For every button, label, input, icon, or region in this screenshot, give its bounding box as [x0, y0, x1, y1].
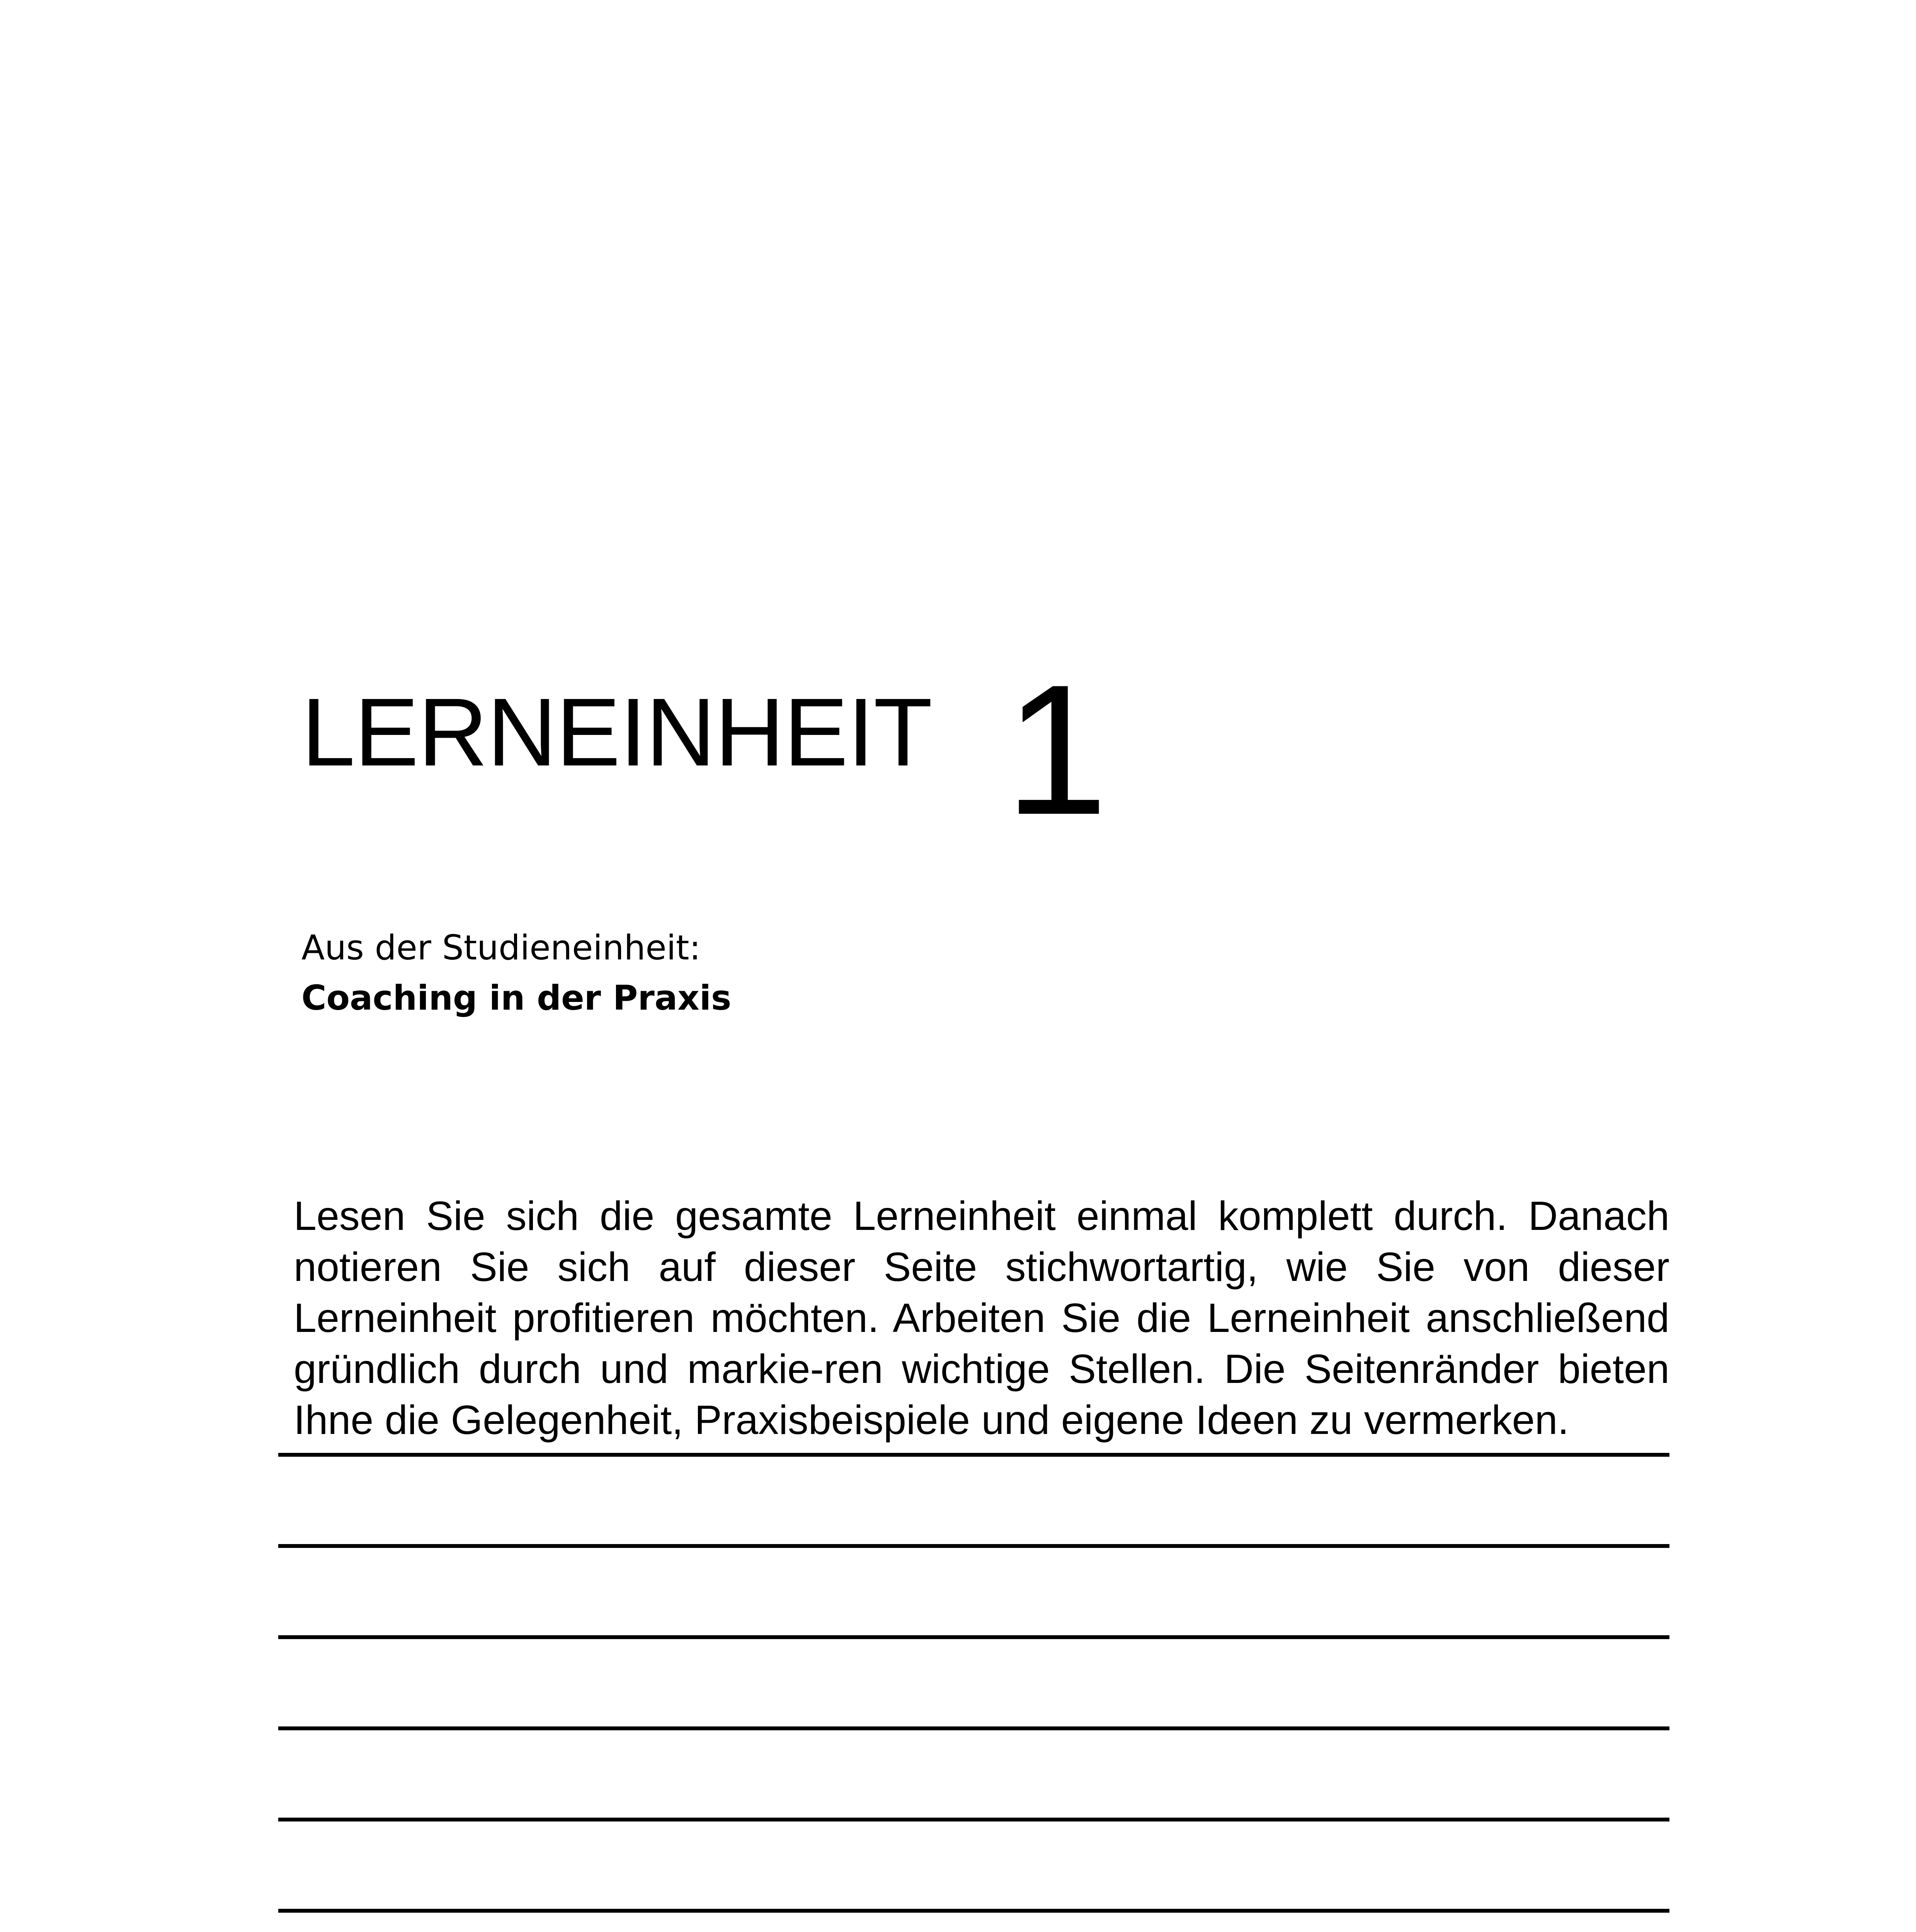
note-line — [278, 1453, 1669, 1457]
note-line — [278, 1635, 1669, 1639]
unit-title: LERNEINHEIT — [301, 678, 932, 786]
unit-number: 1 — [1005, 646, 1108, 853]
note-line — [278, 1726, 1669, 1730]
source-label: Aus der Studieneinheit: — [301, 928, 701, 968]
source-title: Coaching in der Praxis — [301, 978, 732, 1018]
note-line — [278, 1544, 1669, 1548]
note-line — [278, 1909, 1669, 1913]
instructions-paragraph: Lesen Sie sich die gesamte Lerneinheit einmal komplett durch. Danach notieren Sie sich auf dieser Seite stichwortartig, wie Sie von dieser Lerneinheit profitieren möchten. Arbeiten Sie die Lerneinheit anschließend gründlich durch und markie-ren wichtige Stellen. Die Seitenränder bieten Ihne die Gelegenheit, Praxisbeispiele und eigene Ideen zu vermerken. — [294, 1193, 1669, 1443]
notes-lines — [278, 1453, 1669, 1932]
note-line — [278, 1818, 1669, 1821]
